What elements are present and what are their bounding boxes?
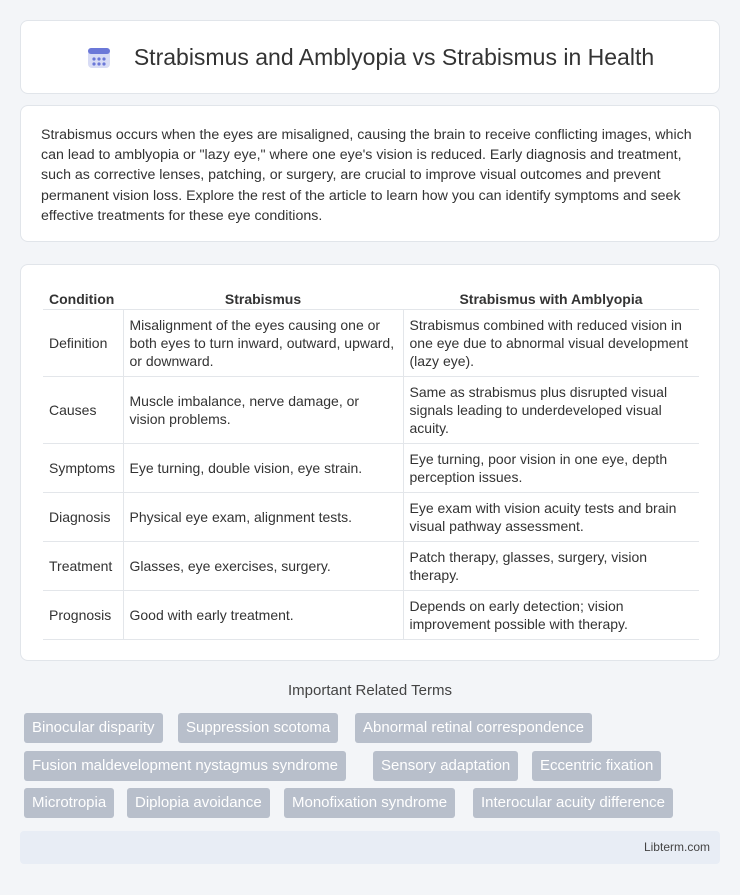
table-cell: Same as strabismus plus disrupted visual signals leading to underdeveloped visual acuity. <box>403 377 699 444</box>
term-tag[interactable]: Microtropia <box>24 788 114 818</box>
calendar-icon <box>86 44 112 70</box>
term-tag[interactable]: Abnormal retinal correspondence <box>355 713 592 743</box>
table-cell: Depends on early detection; vision improvement possible with therapy. <box>403 591 699 640</box>
intro-card <box>20 105 720 242</box>
table-row <box>43 310 699 377</box>
table-row <box>43 377 699 444</box>
term-tag[interactable]: Diplopia avoidance <box>127 788 270 818</box>
table-cell: Eye turning, double vision, eye strain. <box>123 444 403 493</box>
table-header-row <box>43 285 699 310</box>
row-label: Causes <box>43 377 123 444</box>
table-row <box>43 542 699 591</box>
row-label: Symptoms <box>43 444 123 493</box>
column-header-strabismus: Strabismus <box>123 285 403 310</box>
table-cell: Muscle imbalance, nerve damage, or vision problems. <box>123 377 403 444</box>
term-tag[interactable]: Binocular disparity <box>24 713 163 743</box>
related-terms-title: Important Related Terms <box>288 682 452 699</box>
term-tag[interactable]: Fusion maldevelopment nystagmus syndrome <box>24 751 346 781</box>
column-header-condition: Condition <box>43 285 123 310</box>
comparison-card <box>20 264 720 661</box>
table-cell: Physical eye exam, alignment tests. <box>123 493 403 542</box>
intro-text: Strabismus occurs when the eyes are misaligned, causing the brain to receive conflicting images, which can lead to amblyopia or "lazy eye," where one eye's vision is reduced. Early diagnosis and treatment, such as corrective lenses, patching, or surgery, are crucial to improve visual outcomes and prevent permanent vision loss. Explore the rest of the article to learn how you can identify symptoms and seek effective treatments for these eye conditions. <box>41 127 692 224</box>
table-row <box>43 591 699 640</box>
table-cell: Strabismus combined with reduced vision in one eye due to abnormal visual development (lazy eye). <box>403 310 699 377</box>
comparison-table <box>43 285 699 640</box>
row-label: Treatment <box>43 542 123 591</box>
term-tag[interactable]: Interocular acuity difference <box>473 788 673 818</box>
title-card <box>20 20 720 94</box>
term-tag[interactable]: Eccentric fixation <box>532 751 661 781</box>
footer-site-link[interactable]: Libterm.com <box>643 840 710 854</box>
table-row <box>43 444 699 493</box>
page-title: Strabismus and Amblyopia vs Strabismus in Health <box>133 43 655 70</box>
table-cell: Eye exam with vision acuity tests and brain visual pathway assessment. <box>403 493 699 542</box>
term-tag[interactable]: Monofixation syndrome <box>284 788 455 818</box>
row-label: Prognosis <box>43 591 123 640</box>
table-cell: Glasses, eye exercises, surgery. <box>123 542 403 591</box>
footer <box>20 831 720 864</box>
table-cell: Patch therapy, glasses, surgery, vision therapy. <box>403 542 699 591</box>
term-tag[interactable]: Suppression scotoma <box>178 713 338 743</box>
table-cell: Misalignment of the eyes causing one or both eyes to turn inward, outward, upward, or downward. <box>123 310 403 377</box>
row-label: Diagnosis <box>43 493 123 542</box>
term-tag[interactable]: Sensory adaptation <box>373 751 518 781</box>
row-label: Definition <box>43 310 123 377</box>
table-row <box>43 493 699 542</box>
column-header-strabismus-amblyopia: Strabismus with Amblyopia <box>403 285 699 310</box>
table-cell: Good with early treatment. <box>123 591 403 640</box>
table-cell: Eye turning, poor vision in one eye, depth perception issues. <box>403 444 699 493</box>
